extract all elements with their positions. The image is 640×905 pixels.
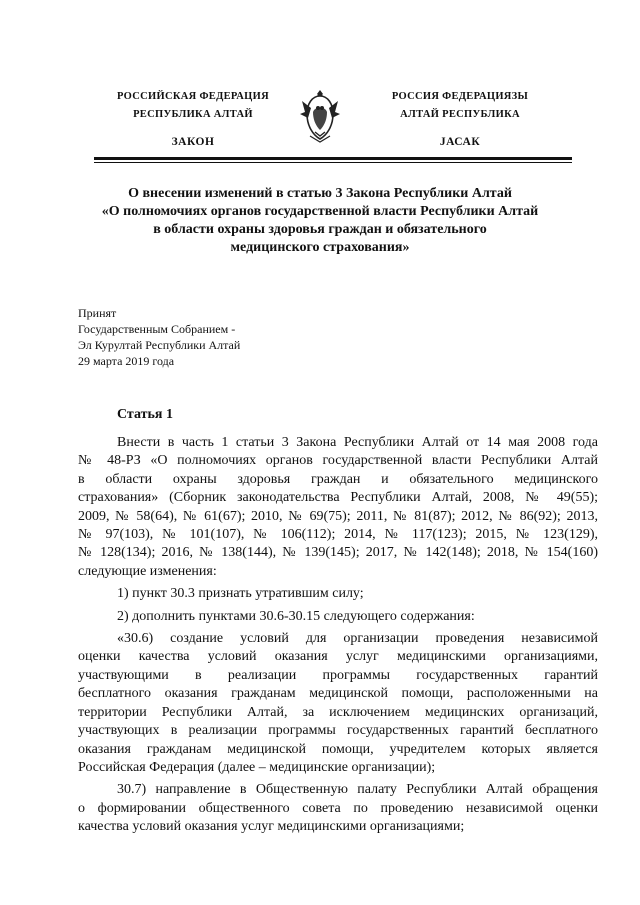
text-line: участвующими в реализации программы государственных гарантий [78,667,598,683]
paragraph-point-30-7 [78,781,598,836]
adoption-date: 29 марта 2019 года [78,354,175,368]
title-line: в области охраны здоровья граждан и обязательного [153,222,487,237]
paragraph-point-30-6 [78,630,598,777]
letterhead-federation-altai: РОССИЯ ФЕДЕРАЦИЯЗЫ [391,91,529,102]
text-line: 2) дополнить пунктами 30.6-30.15 следующего содержания: [117,608,475,624]
text-line: страхования» (Сборник законодательства Республики Алтай, 2008, № 49(55); [78,490,598,506]
article-heading: Статья 1 [117,407,173,422]
letterhead-republic-altai: АЛТАЙ РЕСПУБЛИКА [400,109,520,120]
text-line: оценки качества условий оказания услуг медицинскими организациями, [78,649,598,665]
text-line: участвующих в реализации программы государственных гарантий бесплатного [78,723,598,739]
text-line: № 97(103), № 101(107), № 106(112); 2014, № 117(123); 2015, № 123(129), [78,527,598,543]
adoption-line: Принят [78,306,117,320]
text-line: оказания гражданам медицинской помощи, учредителем которых является [78,741,598,757]
header-divider-thin [94,162,572,163]
law-title [70,185,570,257]
text-line: 30.7) направление в Общественную палату Республики Алтай обращения [117,782,598,798]
text-line: следующие изменения: [78,563,217,579]
letterhead-russian [98,90,288,149]
letterhead-republic: РЕСПУБЛИКА АЛТАЙ [133,109,253,120]
adoption-line: Эл Курултай Республики Алтай [78,338,241,352]
coat-of-arms-icon [297,86,343,144]
header-divider-thick [94,157,572,160]
text-line: качества условий оказания услуг медицинскими организациями; [78,819,465,835]
adoption-line: Государственным Собранием - [78,322,236,336]
letterhead-altai [365,90,555,149]
title-line: «О полномочиях органов государственной власти Республики Алтай [101,204,539,219]
adoption-note [78,305,378,369]
text-line: о формировании общественного совета по проведению независимой оценки [78,800,598,816]
text-line: территории Республики Алтай, за исключением медицинских организаций, [78,704,598,720]
text-line: 1) пункт 30.3 признать утратившим силу; [117,586,364,602]
text-line: 2009, № 58(64), № 61(67); 2010, № 69(75); 2011, № 81(87); 2012, № 86(92); 2013, [78,508,598,524]
letterhead-doc-type: ЗАКОН [171,136,215,148]
paragraph-item-2 [78,608,598,626]
title-line: О внесении изменений в статью 3 Закона Республики Алтай [128,186,512,201]
text-line: № 128(134); 2016, № 138(144), № 139(145); 2017, № 142(148); 2018, № 154(160) [78,545,598,561]
text-line: Российская Федерация (далее – медицинские организации); [78,759,436,775]
letterhead-federation: РОССИЙСКАЯ ФЕДЕРАЦИЯ [117,91,269,102]
article-body [78,434,598,837]
text-line: «30.6) создание условий для организации проведения независимой [117,631,598,647]
text-line: Внести в часть 1 статьи 3 Закона Республики Алтай от 14 мая 2008 года [117,435,598,450]
text-line: № 48-РЗ «О полномочиях органов государственной власти Республики Алтай [78,453,598,469]
title-line: медицинского страхования» [230,240,410,255]
paragraph-amendment-intro [78,434,598,581]
text-line: бесплатного оказания гражданам медицинской помощи, расположенными на [78,686,598,702]
text-line: в области охраны здоровья граждан и обязательного медицинского [78,471,598,487]
letterhead-doc-type-altai: ЈАСАК [439,136,481,148]
paragraph-item-1 [78,585,598,603]
